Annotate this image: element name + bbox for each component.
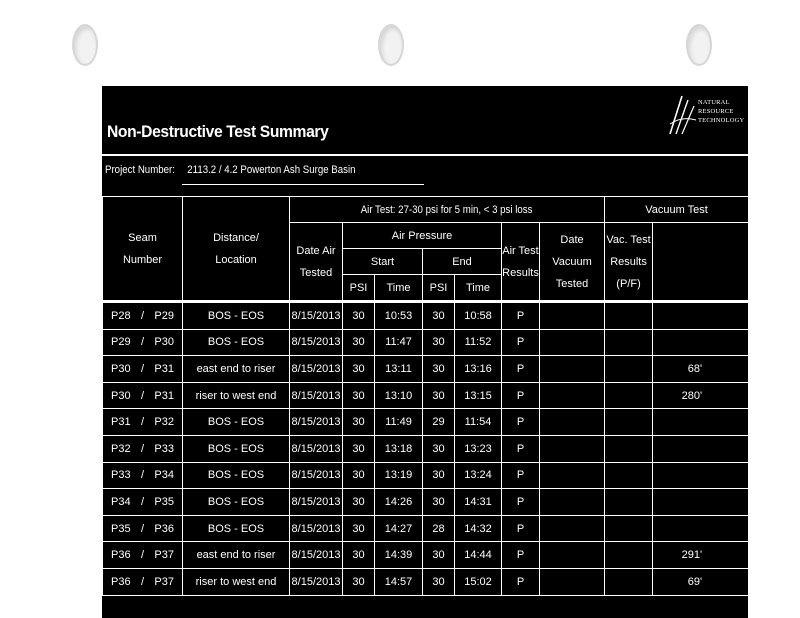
start-time-cell: 11:49: [375, 409, 423, 436]
date-cell: 8/15/2013: [290, 462, 343, 489]
start-psi-cell: 30: [343, 435, 375, 462]
project-number-label: Project Number:: [105, 164, 175, 176]
test-summary-table: [102, 196, 749, 596]
start-time-cell: 13:10: [375, 382, 423, 409]
table-row: [103, 542, 749, 569]
header-seam-number: Seam Number: [103, 197, 183, 302]
start-time-cell: 14:39: [375, 542, 423, 569]
date-cell: 8/15/2013: [290, 568, 343, 595]
punch-hole-left: [72, 24, 98, 66]
header-air-test-results: Air Test Results: [502, 223, 540, 302]
table-row: [103, 568, 749, 595]
project-underline: [182, 184, 424, 185]
start-time-cell: 13:11: [375, 356, 423, 383]
date-cell: 8/15/2013: [290, 542, 343, 569]
vac-date-cell: [540, 435, 605, 462]
end-psi-cell: 30: [423, 382, 455, 409]
start-psi-cell: 30: [343, 356, 375, 383]
logo-wordmark: [698, 98, 744, 125]
end-time-cell: 15:02: [455, 568, 502, 595]
seam-cell: P30 / P31: [103, 382, 183, 409]
seam-cell: P29 / P30: [103, 329, 183, 356]
result-cell: P: [502, 435, 540, 462]
start-psi-cell: 30: [343, 409, 375, 436]
comment-cell: [653, 462, 749, 489]
vac-date-cell: [540, 382, 605, 409]
end-time-cell: 10:58: [455, 302, 502, 330]
date-cell: 8/15/2013: [290, 489, 343, 516]
header-vac-test-results: Vac. Test Results (P/F): [605, 223, 653, 302]
table-row: [103, 329, 749, 356]
end-time-cell: 13:23: [455, 435, 502, 462]
start-time-cell: 10:53: [375, 302, 423, 330]
header-vacuum-test-group: Vacuum Test: [605, 197, 749, 223]
start-psi-cell: 30: [343, 515, 375, 542]
end-psi-cell: 30: [423, 435, 455, 462]
header-end-psi: PSI: [423, 275, 455, 302]
location-cell: BOS - EOS: [183, 302, 290, 330]
header-start-psi: PSI: [343, 275, 375, 302]
vac-result-cell: [605, 568, 653, 595]
start-time-cell: 14:27: [375, 515, 423, 542]
test-rows: [103, 302, 749, 596]
punch-hole-center: [378, 24, 404, 66]
document-title: Non-Destructive Test Summary: [107, 122, 329, 141]
vac-date-cell: [540, 356, 605, 383]
logo-line: TECHNOLOGY: [698, 117, 745, 124]
end-time-cell: 14:32: [455, 515, 502, 542]
result-cell: P: [502, 462, 540, 489]
start-time-cell: 14:26: [375, 489, 423, 516]
start-time-cell: 13:19: [375, 462, 423, 489]
seam-cell: P35 / P36: [103, 515, 183, 542]
vac-date-cell: [540, 329, 605, 356]
start-time-cell: 13:18: [375, 435, 423, 462]
date-cell: 8/15/2013: [290, 409, 343, 436]
table-row: [103, 462, 749, 489]
vac-date-cell: [540, 515, 605, 542]
end-psi-cell: 30: [423, 542, 455, 569]
header-distance-location: Distance/ Location: [183, 197, 290, 302]
header-start-time: Time: [375, 275, 423, 302]
end-time-cell: 11:52: [455, 329, 502, 356]
date-cell: 8/15/2013: [290, 435, 343, 462]
vac-result-cell: [605, 409, 653, 436]
header-start: Start: [343, 249, 423, 275]
vac-date-cell: [540, 302, 605, 330]
location-cell: BOS - EOS: [183, 435, 290, 462]
header-date-air-tested: Date Air Tested: [290, 223, 343, 302]
comment-cell: [653, 329, 749, 356]
location-cell: riser to west end: [183, 382, 290, 409]
seam-cell: P33 / P34: [103, 462, 183, 489]
end-time-cell: 14:44: [455, 542, 502, 569]
start-psi-cell: 30: [343, 568, 375, 595]
end-psi-cell: 30: [423, 302, 455, 330]
end-psi-cell: 30: [423, 356, 455, 383]
start-psi-cell: 30: [343, 542, 375, 569]
vac-date-cell: [540, 462, 605, 489]
result-cell: P: [502, 382, 540, 409]
end-psi-cell: 29: [423, 409, 455, 436]
vac-result-cell: [605, 356, 653, 383]
seam-cell: P34 / P35: [103, 489, 183, 516]
logo-line: NATURAL: [698, 99, 730, 106]
result-cell: P: [502, 329, 540, 356]
seam-cell: P31 / P32: [103, 409, 183, 436]
table-row: [103, 356, 749, 383]
comment-cell: 68': [653, 356, 749, 383]
result-cell: P: [502, 542, 540, 569]
location-cell: east end to riser: [183, 542, 290, 569]
vac-date-cell: [540, 409, 605, 436]
punch-hole-right: [686, 24, 712, 66]
comment-cell: [653, 409, 749, 436]
vac-result-cell: [605, 515, 653, 542]
end-time-cell: 14:31: [455, 489, 502, 516]
comment-cell: 69': [653, 568, 749, 595]
start-psi-cell: 30: [343, 462, 375, 489]
vac-result-cell: [605, 302, 653, 330]
header-date-vacuum-tested: Date Vacuum Tested: [540, 223, 605, 302]
header-end: End: [423, 249, 502, 275]
table-row: [103, 435, 749, 462]
vac-date-cell: [540, 489, 605, 516]
seam-cell: P28 / P29: [103, 302, 183, 330]
result-cell: P: [502, 356, 540, 383]
vac-result-cell: [605, 462, 653, 489]
end-time-cell: 13:15: [455, 382, 502, 409]
vac-date-cell: [540, 568, 605, 595]
end-psi-cell: 30: [423, 462, 455, 489]
end-time-cell: 11:54: [455, 409, 502, 436]
location-cell: BOS - EOS: [183, 515, 290, 542]
start-time-cell: 11:47: [375, 329, 423, 356]
end-psi-cell: 30: [423, 489, 455, 516]
location-cell: BOS - EOS: [183, 462, 290, 489]
comment-cell: 280': [653, 382, 749, 409]
company-logo: [668, 90, 748, 142]
location-cell: BOS - EOS: [183, 329, 290, 356]
result-cell: P: [502, 515, 540, 542]
location-cell: BOS - EOS: [183, 409, 290, 436]
date-cell: 8/15/2013: [290, 515, 343, 542]
comment-cell: [653, 489, 749, 516]
start-psi-cell: 30: [343, 489, 375, 516]
result-cell: P: [502, 409, 540, 436]
header-end-time: Time: [455, 275, 502, 302]
vac-result-cell: [605, 329, 653, 356]
location-cell: east end to riser: [183, 356, 290, 383]
date-cell: 8/15/2013: [290, 382, 343, 409]
table-row: [103, 409, 749, 436]
vac-result-cell: [605, 542, 653, 569]
vac-result-cell: [605, 489, 653, 516]
start-time-cell: 14:57: [375, 568, 423, 595]
table-row: [103, 382, 749, 409]
seam-cell: P36 / P37: [103, 542, 183, 569]
start-psi-cell: 30: [343, 329, 375, 356]
header-air-pressure: Air Pressure: [343, 223, 502, 249]
comment-cell: [653, 515, 749, 542]
end-psi-cell: 28: [423, 515, 455, 542]
vac-date-cell: [540, 542, 605, 569]
table-row: [103, 489, 749, 516]
end-psi-cell: 30: [423, 329, 455, 356]
table-row: [103, 515, 749, 542]
vac-result-cell: [605, 382, 653, 409]
date-cell: 8/15/2013: [290, 356, 343, 383]
date-cell: 8/15/2013: [290, 302, 343, 330]
result-cell: P: [502, 568, 540, 595]
test-summary-sheet: [102, 86, 748, 618]
end-time-cell: 13:16: [455, 356, 502, 383]
date-cell: 8/15/2013: [290, 329, 343, 356]
project-number-value: 2113.2 / 4.2 Powerton Ash Surge Basin: [187, 164, 356, 176]
seam-cell: P30 / P31: [103, 356, 183, 383]
comment-cell: [653, 435, 749, 462]
vac-result-cell: [605, 435, 653, 462]
header-rule: [102, 154, 748, 156]
project-number-row: [105, 164, 356, 176]
start-psi-cell: 30: [343, 382, 375, 409]
comment-cell: 291': [653, 542, 749, 569]
table-row: [103, 302, 749, 330]
result-cell: P: [502, 302, 540, 330]
result-cell: P: [502, 489, 540, 516]
start-psi-cell: 30: [343, 302, 375, 330]
comment-cell: [653, 302, 749, 330]
location-cell: BOS - EOS: [183, 489, 290, 516]
header-air-test-group: Air Test: 27-30 psi for 5 min, < 3 psi loss: [290, 197, 605, 223]
location-cell: riser to west end: [183, 568, 290, 595]
logo-line: RESOURCE: [698, 108, 734, 115]
end-time-cell: 13:24: [455, 462, 502, 489]
seam-cell: P36 / P37: [103, 568, 183, 595]
seam-cell: P32 / P33: [103, 435, 183, 462]
logo-mark-icon: [668, 94, 698, 136]
end-psi-cell: 30: [423, 568, 455, 595]
